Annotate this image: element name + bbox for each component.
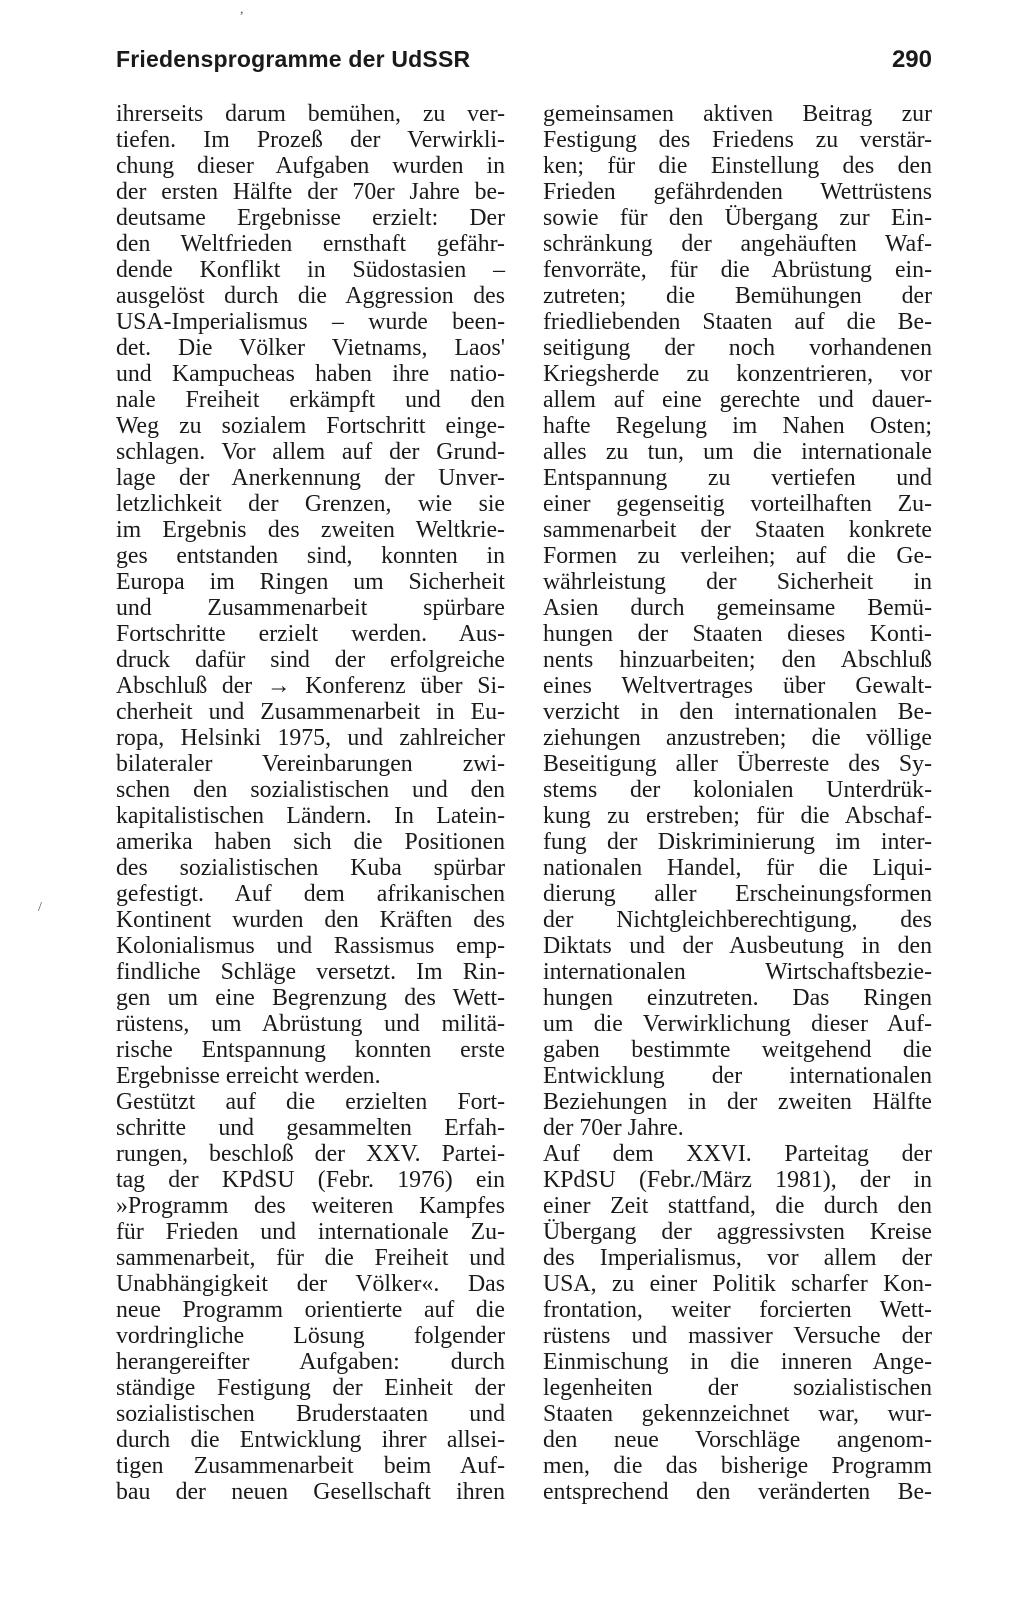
text-line: ropa, Helsinki 1975, und zahlreicher <box>116 725 505 751</box>
text-line: gaben bestimmte weitgehend die <box>543 1037 932 1063</box>
text-line: rungen, beschloß der XXV. Partei- <box>116 1141 505 1167</box>
text-line: rische Entspannung konnten erste <box>116 1037 505 1063</box>
text-line: und Zusammenarbeit spürbare <box>116 595 505 621</box>
text-line: eines Weltvertrages über Gewalt- <box>543 673 932 699</box>
text-column-right <box>543 101 932 1505</box>
text-line: Unabhängigkeit der Völker«. Das <box>116 1271 505 1297</box>
text-line: Beseitigung aller Überreste des Sy- <box>543 751 932 777</box>
text-line: neue Programm orientierte auf die <box>116 1297 505 1323</box>
text-line: deutsame Ergebnisse erzielt: Der <box>116 205 505 231</box>
text-line: stems der kolonialen Unterdrük- <box>543 777 932 803</box>
text-line: KPdSU (Febr./März 1981), der in <box>543 1167 932 1193</box>
text-line: nale Freiheit erkämpft und den <box>116 387 505 413</box>
text-line: der Nichtgleichberechtigung, des <box>543 907 932 933</box>
text-line: schritte und gesammelten Erfah- <box>116 1115 505 1141</box>
text-line: chung dieser Aufgaben wurden in <box>116 153 505 179</box>
text-line: Übergang der aggressivsten Kreise <box>543 1219 932 1245</box>
text-line: nationalen Handel, für die Liqui- <box>543 855 932 881</box>
text-line: gen um eine Begrenzung des Wett- <box>116 985 505 1011</box>
text-line: det. Die Völker Vietnams, Laos' <box>116 335 505 361</box>
text-line: findliche Schläge versetzt. Im Rin- <box>116 959 505 985</box>
text-line: rüstens und massiver Versuche der <box>543 1323 932 1349</box>
text-line: Formen zu verleihen; auf die Ge- <box>543 543 932 569</box>
text-line: Europa im Ringen um Sicherheit <box>116 569 505 595</box>
text-line: amerika haben sich die Positionen <box>116 829 505 855</box>
text-line: kapitalistischen Ländern. In Latein- <box>116 803 505 829</box>
text-line: Staaten gekennzeichnet war, wur- <box>543 1401 932 1427</box>
text-column-left <box>116 101 505 1505</box>
scan-speck: / <box>38 900 42 915</box>
text-line: Kontinent wurden den Kräften des <box>116 907 505 933</box>
text-line: USA-Imperialismus – wurde been- <box>116 309 505 335</box>
text-line: ausgelöst durch die Aggression des <box>116 283 505 309</box>
text-line: im Ergebnis des zweiten Weltkrie- <box>116 517 505 543</box>
text-line: der 70er Jahre. <box>543 1115 684 1141</box>
header-title: Friedensprogramme der UdSSR <box>116 46 471 72</box>
text-line: des Imperialismus, vor allem der <box>543 1245 932 1271</box>
text-line: Abschluß der → Konferenz über Si- <box>116 673 505 699</box>
text-line: Gestützt auf die erzielten Fort- <box>116 1089 505 1115</box>
text-line: Diktats und der Ausbeutung in den <box>543 933 932 959</box>
text-line: ken; für die Einstellung des den <box>543 153 932 179</box>
text-line: Entwicklung der internationalen <box>543 1063 932 1089</box>
text-line: einer Zeit stattfand, die durch den <box>543 1193 932 1219</box>
text-line: vordringliche Lösung folgender <box>116 1323 505 1349</box>
text-line: und Kampucheas haben ihre natio- <box>116 361 505 387</box>
text-line: sammenarbeit der Staaten konkrete <box>543 517 932 543</box>
text-line: Fortschritte erzielt werden. Aus- <box>116 621 505 647</box>
text-line: fenvorräte, für die Abrüstung ein- <box>543 257 932 283</box>
text-line: cherheit und Zusammenarbeit in Eu- <box>116 699 505 725</box>
text-line: rüstens, um Abrüstung und militä- <box>116 1011 505 1037</box>
text-line: ges entstanden sind, konnten in <box>116 543 505 569</box>
text-line: den Weltfrieden ernsthaft gefähr- <box>116 231 505 257</box>
text-line: hungen einzutreten. Das Ringen <box>543 985 932 1011</box>
text-line: ständige Festigung der Einheit der <box>116 1375 505 1401</box>
text-line: Einmischung in die inneren Ange- <box>543 1349 932 1375</box>
text-line: ihrerseits darum bemühen, zu ver- <box>116 101 505 127</box>
text-line: des sozialistischen Kuba spürbar <box>116 855 505 881</box>
text-line: alles zu tun, um die internationale <box>543 439 932 465</box>
text-line: internationalen Wirtschaftsbezie- <box>543 959 932 985</box>
text-line: ziehungen anzustreben; die völlige <box>543 725 932 751</box>
text-line: hungen der Staaten dieses Konti- <box>543 621 932 647</box>
text-line: schlagen. Vor allem auf der Grund- <box>116 439 505 465</box>
text-line: bilateraler Vereinbarungen zwi- <box>116 751 505 777</box>
text-line: hafte Regelung im Nahen Osten; <box>543 413 932 439</box>
text-line: legenheiten der sozialistischen <box>543 1375 932 1401</box>
text-line: USA, zu einer Politik scharfer Kon- <box>543 1271 932 1297</box>
scan-speck: , <box>240 2 244 17</box>
text-line: nents hinzuarbeiten; den Abschluß <box>543 647 932 673</box>
running-header <box>116 46 932 80</box>
text-line: schränkung der angehäuften Waf- <box>543 231 932 257</box>
text-line: der ersten Hälfte der 70er Jahre be- <box>116 179 505 205</box>
text-line: um die Verwirklichung dieser Auf- <box>543 1011 932 1037</box>
text-line: dende Konflikt in Südostasien – <box>116 257 505 283</box>
text-line: men, die das bisherige Programm <box>543 1453 932 1479</box>
text-line: kung zu erstreben; für die Abschaf- <box>543 803 932 829</box>
text-line: gefestigt. Auf dem afrikanischen <box>116 881 505 907</box>
text-line: herangereifter Aufgaben: durch <box>116 1349 505 1375</box>
text-line: Festigung des Friedens zu verstär- <box>543 127 932 153</box>
text-line: gemeinsamen aktiven Beitrag zur <box>543 101 932 127</box>
text-line: Auf dem XXVI. Parteitag der <box>543 1141 932 1167</box>
text-line: verzicht in den internationalen Be- <box>543 699 932 725</box>
text-line: lage der Anerkennung der Unver- <box>116 465 505 491</box>
text-line: Kolonialismus und Rassismus emp- <box>116 933 505 959</box>
text-line: friedliebenden Staaten auf die Be- <box>543 309 932 335</box>
text-line: Weg zu sozialem Fortschritt einge- <box>116 413 505 439</box>
text-line: frontation, weiter forcierten Wett- <box>543 1297 932 1323</box>
text-line: durch die Entwicklung ihrer allsei- <box>116 1427 505 1453</box>
page-number: 290 <box>891 46 932 73</box>
text-line: tigen Zusammenarbeit beim Auf- <box>116 1453 505 1479</box>
text-line: Frieden gefährdenden Wettrüstens <box>543 179 932 205</box>
text-line: Beziehungen in der zweiten Hälfte <box>543 1089 932 1115</box>
text-line: zutreten; die Bemühungen der <box>543 283 932 309</box>
text-line: allem auf eine gerechte und dauer- <box>543 387 932 413</box>
text-line: Asien durch gemeinsame Bemü- <box>543 595 932 621</box>
text-line: währleistung der Sicherheit in <box>543 569 932 595</box>
text-line: »Programm des weiteren Kampfes <box>116 1193 505 1219</box>
text-line: den neue Vorschläge angenom- <box>543 1427 932 1453</box>
text-line: tiefen. Im Prozeß der Verwirkli- <box>116 127 505 153</box>
text-line: fung der Diskriminierung im inter- <box>543 829 932 855</box>
text-line: druck dafür sind der erfolgreiche <box>116 647 505 673</box>
text-line: Kriegsherde zu konzentrieren, vor <box>543 361 932 387</box>
text-line: dierung aller Erscheinungsformen <box>543 881 932 907</box>
text-line: einer gegenseitig vorteilhaften Zu- <box>543 491 932 517</box>
text-line: letzlichkeit der Grenzen, wie sie <box>116 491 505 517</box>
text-line: schen den sozialistischen und den <box>116 777 505 803</box>
text-line: sowie für den Übergang zur Ein- <box>543 205 932 231</box>
text-line: Ergebnisse erreicht werden. <box>116 1063 381 1089</box>
text-line: entsprechend den veränderten Be- <box>543 1479 932 1505</box>
text-line: bau der neuen Gesellschaft ihren <box>116 1479 505 1505</box>
text-line: seitigung der noch vorhandenen <box>543 335 932 361</box>
text-line: Entspannung zu vertiefen und <box>543 465 932 491</box>
text-line: tag der KPdSU (Febr. 1976) ein <box>116 1167 505 1193</box>
text-line: sammenarbeit, für die Freiheit und <box>116 1245 505 1271</box>
text-line: für Frieden und internationale Zu- <box>116 1219 505 1245</box>
text-line: sozialistischen Bruderstaaten und <box>116 1401 505 1427</box>
